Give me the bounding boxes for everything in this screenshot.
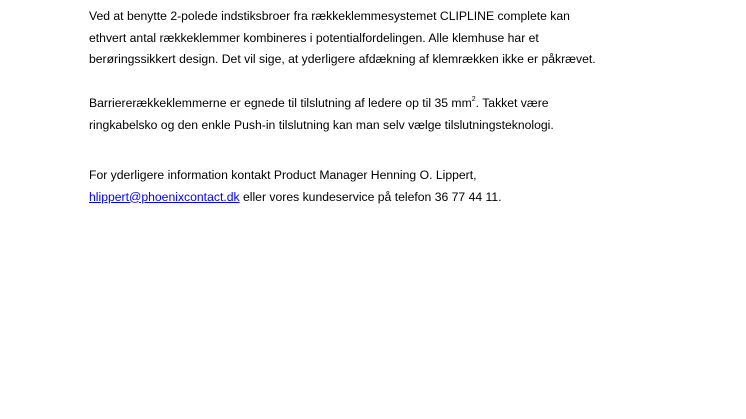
paragraph-line: Ved at benytte 2-polede indstiksbroer fra rækkeklemmesystemet CLIPLINE complete kan [89,9,570,23]
paragraph-line: For yderligere information kontakt Product Manager Henning O. Lippert, [89,168,477,182]
email-link[interactable]: hlippert@phoenixcontact.dk [89,189,240,204]
paragraph-line [89,93,729,115]
paragraph-contact [89,165,729,208]
superscript: 2 [471,96,476,103]
paragraph-line: ethvert antal rækkeklemmer kombineres i potentialfordelingen. Alle klemhuse har et [89,30,539,45]
paragraph-line: berøringssikkert design. Det vil sige, at yderligere afdækning af klemrækken ikke er påkrævet. [89,52,596,66]
paragraph-line: ringkabelsko og den enkle Push-in tilslutning kan man selv vælge tilslutningsteknologi. [89,117,554,132]
line-text: . Takket være [475,96,549,110]
paragraph-clipline [89,6,729,71]
paragraph-barrier-terminals [89,93,729,136]
line-text: Barriererækkeklemmerne er egnede til tilslutning af ledere op til 35 mm [89,96,472,110]
line-text: eller vores kundeservice på telefon 36 77 44 11. [239,189,502,204]
paragraph-line [89,187,729,209]
